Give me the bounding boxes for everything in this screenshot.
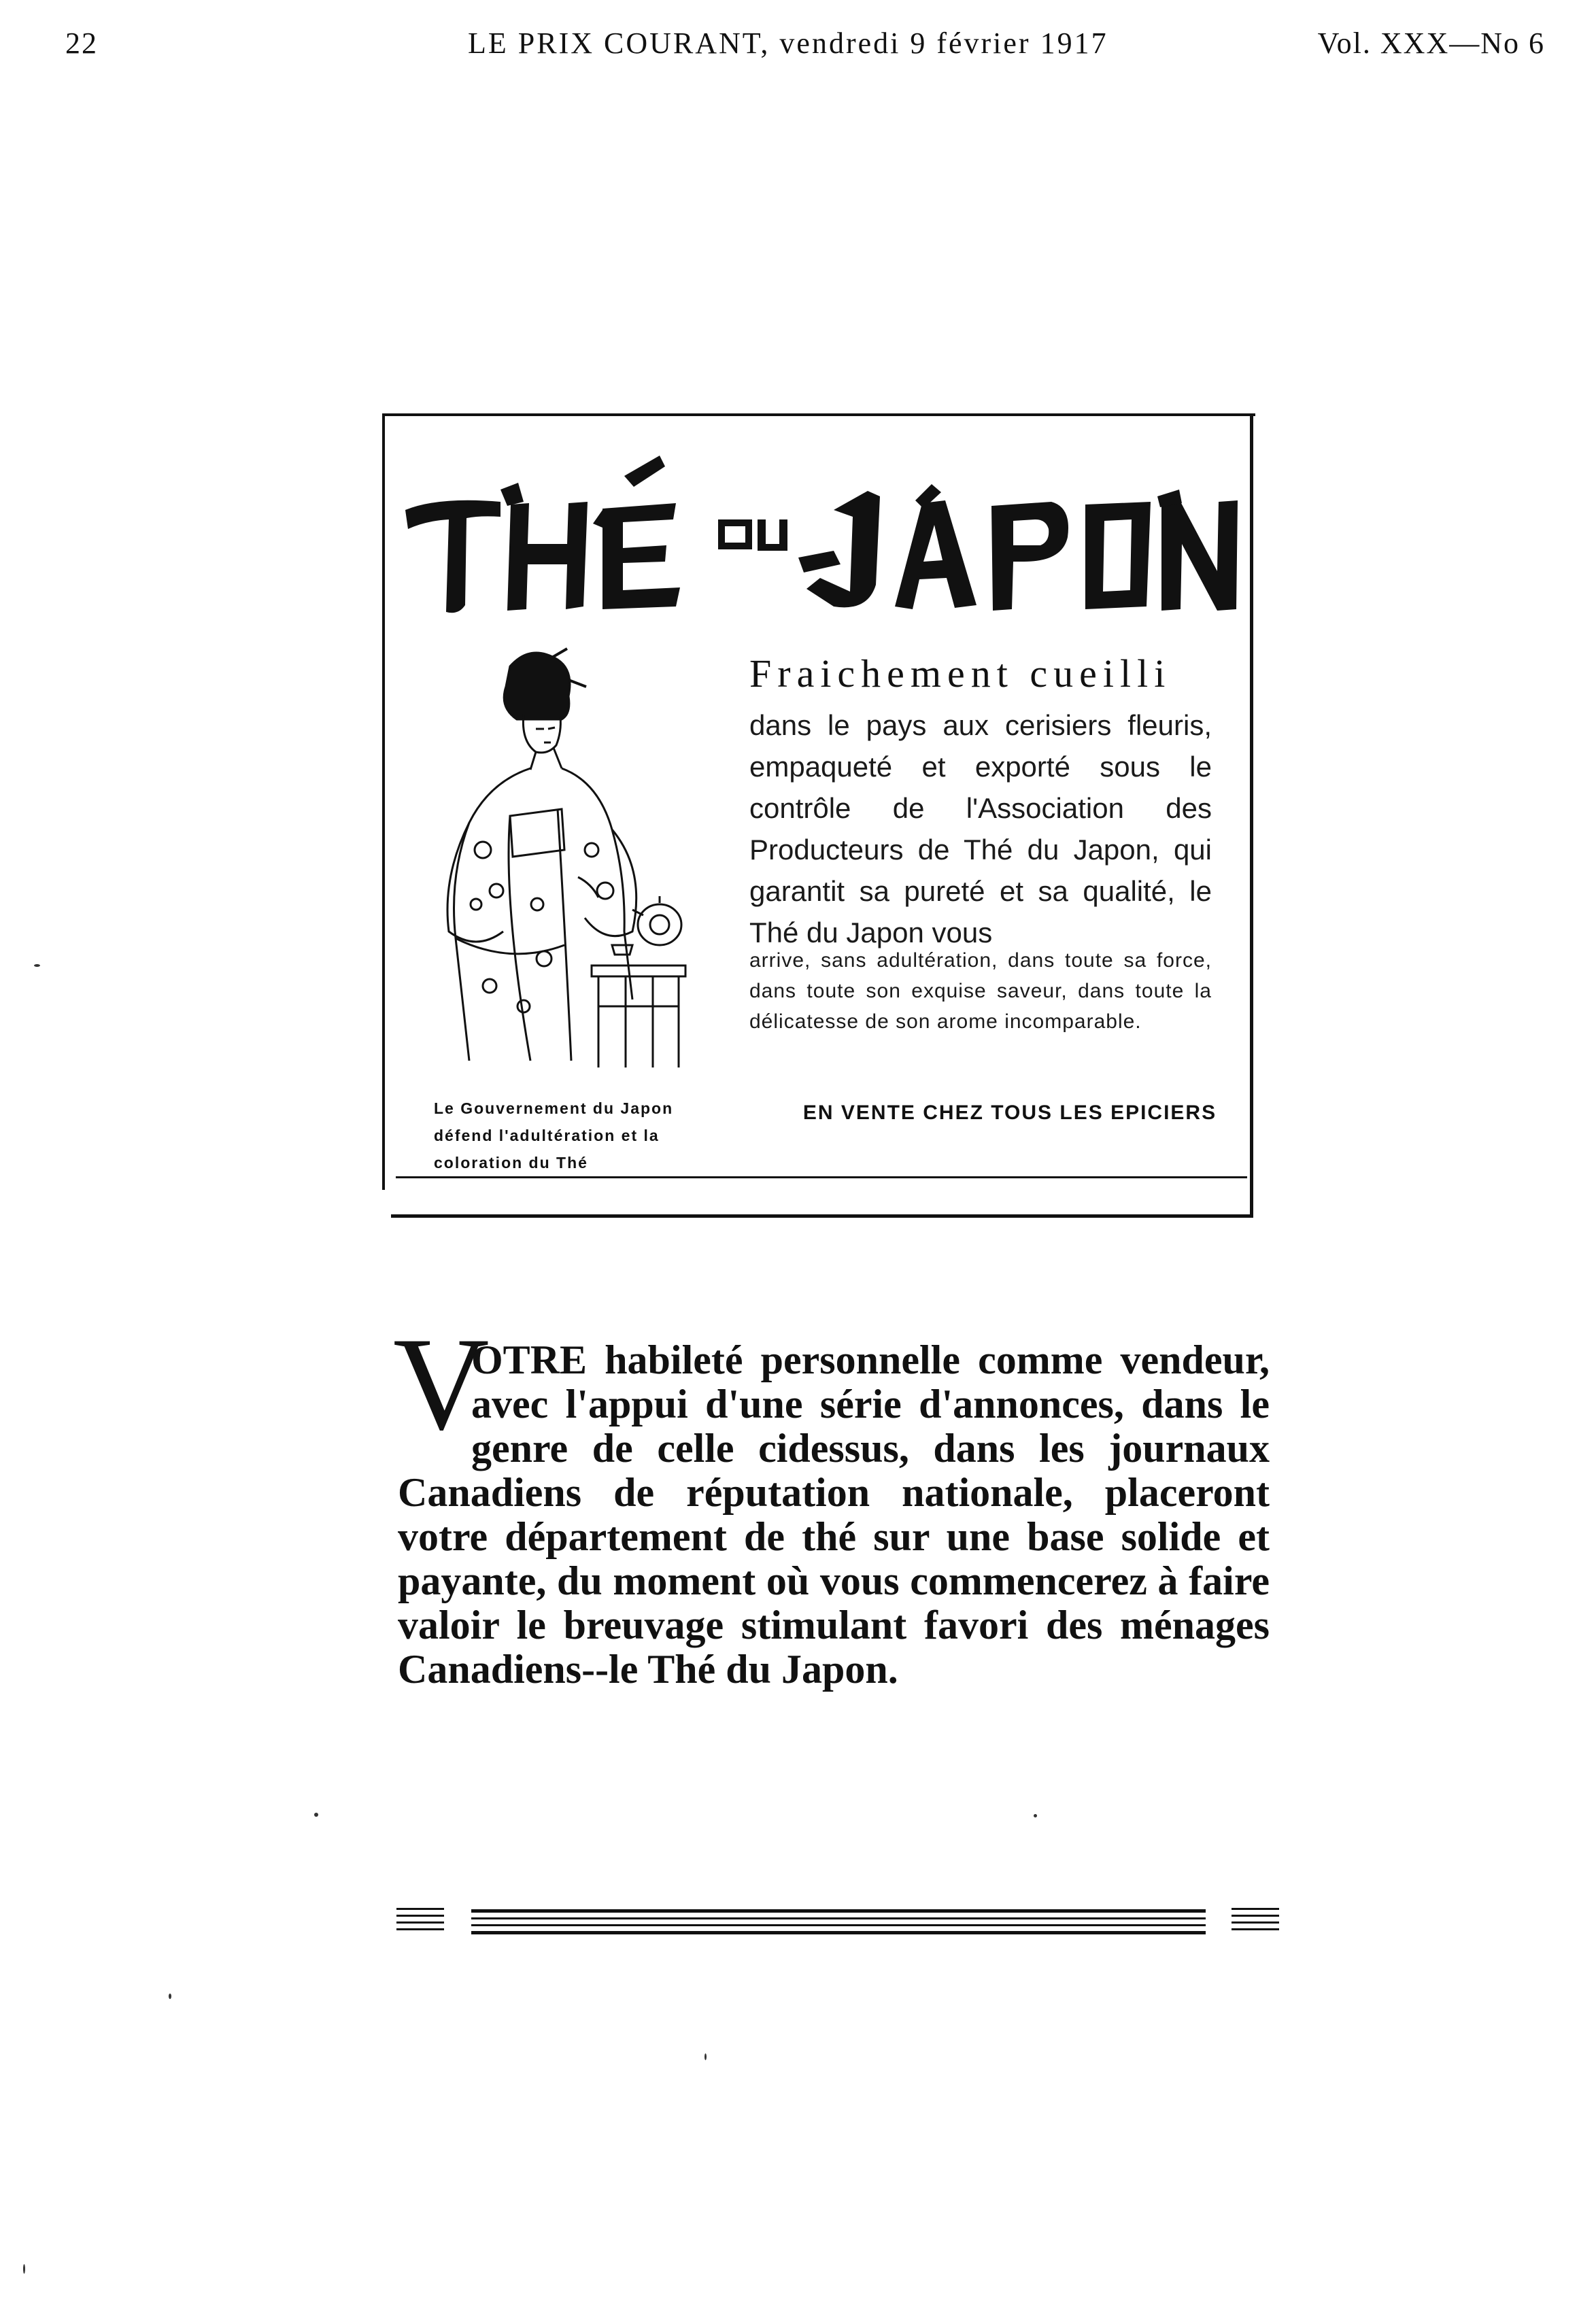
main-paragraph [398,1338,1270,1692]
scan-speck [23,2264,25,2274]
scan-speck [1034,1814,1037,1817]
scan-speck [314,1813,318,1817]
scan-speck [169,1994,171,1999]
geisha-illustration-icon [428,646,687,1067]
advertisement-frame-bottom-rule [391,1214,1253,1218]
advertisement-body-small: arrive, sans adultération, dans toute sa force, dans toute son exquise saveur, dans toute la délicatesse de son arome incomparable. [749,949,1212,1033]
advertisement-sales-note: EN VENTE CHEZ TOUS LES EPICIERS [802,1101,1217,1124]
advertisement-lead: Fraichement cueilli [749,651,1172,696]
drop-cap-spacer [398,1338,471,1460]
advertisement-body-large: dans le pays aux cerisiers fleuris, empaqueté et exporté sous le contrôle de l'Association des Producteurs de Thé du Japon, qui garantit sa pureté et sa qualité, le Thé du Japon vous [749,709,1212,949]
main-paragraph-text: OTRE habileté personnelle comme vendeur, avec l'appui d'une série d'annonces, dans le genre de celle cidessus, dans les journaux Canadiens de réputation nationale, placeront votre département de thé sur une base solide et payante, du moment où vous commencerez à faire valoir le breuvage stimulant favori des ménages Canadiens--le Thé du Japon. [398,1337,1270,1692]
drop-cap: V [393,1310,490,1458]
advertisement-inner-rule [396,1176,1247,1178]
scan-speck [704,2053,707,2060]
running-title: LE PRIX COURANT, vendredi 9 février 1917 [468,27,1108,60]
footer-ornamental-rules [396,1904,1280,1945]
advertisement-caption: Le Gouvernement du Japon défend l'adultération et la coloration du Thé [434,1099,674,1172]
scan-speck [34,964,40,967]
page-number: 22 [65,27,98,60]
advertisement-title-lettering [398,449,1249,626]
volume-number: Vol. XXX—No 6 [1317,27,1545,60]
advertisement-frame-right-rule [1250,413,1253,1216]
